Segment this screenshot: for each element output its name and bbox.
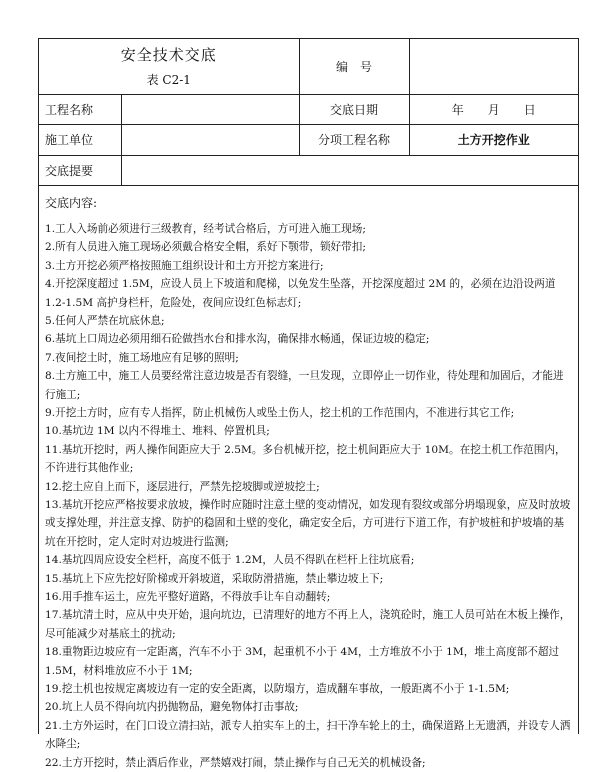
project-name-label: 工程名称 [39, 94, 121, 124]
subproject-label: 分项工程名称 [299, 124, 409, 155]
content-item: 10.基坑边 1M 以内不得堆土、堆料、停置机具; [45, 422, 572, 440]
content-item: 18.重物距边坡应有一定距离，汽车不小于 3M，起重机不小于 4M，土方堆放不小于 1M，堆土高度部不超过 1.5M，材料堆放应不小于 1M; [45, 643, 572, 680]
content-item: 22.土方开挖时，禁止酒后作业，严禁嬉戏打闹，禁止操作与自己无关的机械设备; [45, 754, 572, 772]
content-item: 21.土方外运时，在门口设立清扫站，派专人拍实车上的土，扫干净车轮上的土，确保道路上无遗洒，并设专人洒水降尘; [45, 717, 572, 754]
number-label: 编 号 [299, 39, 409, 94]
project-name-field[interactable] [121, 94, 299, 124]
content-item: 7.夜间挖土时，施工场地应有足够的照明; [45, 349, 572, 367]
unit-field[interactable] [121, 124, 299, 155]
form-title-cell [39, 39, 299, 94]
date-label: 交底日期 [299, 94, 409, 124]
content-item: 16.用手推车运土，应先平整好道路，不得放手让车自动翻转; [45, 588, 572, 606]
content-item: 17.基坑清土时，应从中央开始，退向坑边，已清理好的地方不再上人，浇筑砼时，施工人员可站在木板上操作，尽可能减少对基底土的扰动; [45, 606, 572, 643]
content-item: 20.坑上人员不得向坑内扔抛物品，避免物体打击事故; [45, 698, 572, 716]
content-item: 11.基坑开挖时，两人操作间距应大于 2.5M。多台机械开挖，挖土机间距应大于 10M。在挖土机工作范围内，不许进行其他作业; [45, 441, 572, 478]
content-item: 13.基坑开挖应严格按要求放坡，操作时应随时注意土壁的变动情况，如发现有裂纹或部分坍塌现象，应及时放坡或支撑处理，并注意支撑、防护的稳固和土壁的变化，确定安全后，方可进行下道工作，有护坡桩和护坡墙的基坑在开挖时，定人定时对边坡进行监测; [45, 496, 572, 551]
subproject-field[interactable]: 土方开挖作业 [409, 124, 578, 155]
form-code: 表 C2-1 [39, 71, 299, 88]
briefing-content [39, 186, 578, 772]
content-item: 8.土方施工中，施工人员要经常注意边坡是否有裂缝，一旦发现，立即停止一切作业，待处理和加固后，才能进行施工; [45, 367, 572, 404]
content-heading: 交底内容: [45, 194, 572, 212]
content-item: 5.任何人严禁在坑底休息; [45, 312, 572, 330]
form-header-table [39, 39, 578, 186]
content-item: 19.挖土机也按规定离坡边有一定的安全距离，以防塌方，造成翻车事故，一般距离不小于 1-1.5M; [45, 680, 572, 698]
number-field[interactable] [409, 39, 578, 94]
content-item: 2.所有人员进入施工现场必须戴合格安全帽，系好下颚带，锁好带扣; [45, 238, 572, 256]
content-item: 3.土方开挖必须严格按照施工组织设计和土方开挖方案进行; [45, 257, 572, 275]
summary-field[interactable] [121, 155, 578, 185]
safety-briefing-form [38, 38, 579, 734]
unit-label: 施工单位 [39, 124, 121, 155]
content-item: 12.挖土应自上而下，逐层进行，严禁先挖坡脚或逆坡挖土; [45, 478, 572, 496]
content-item: 9.开挖土方时，应有专人指挥，防止机械伤人或坠土伤人，挖土机的工作范围内，不准进行其它工作; [45, 404, 572, 422]
content-item: 15.基坑上下应先挖好阶梯或开斜坡道，采取防滑措施，禁止攀边坡上下; [45, 570, 572, 588]
date-field[interactable]: 年 月 日 [409, 94, 578, 124]
content-item: 1.工人入场前必须进行三级教育，经考试合格后，方可进入施工现场; [45, 220, 572, 238]
form-title: 安全技术交底 [39, 44, 299, 65]
content-item: 6.基坑上口周边必须用细石砼做挡水台和排水沟，确保排水畅通，保证边坡的稳定; [45, 330, 572, 348]
summary-label: 交底提要 [39, 155, 121, 185]
content-item: 14.基坑四周应设安全栏杆，高度不低于 1.2M，人员不得趴在栏杆上往坑底看; [45, 551, 572, 569]
content-item: 4.开挖深度超过 1.5M，应设人员上下坡道和爬梯，以免发生坠落，开挖深度超过 2M 的，必须在边沿设两道 1.2-1.5M 高护身栏杆，危险处，夜间应设红色标志灯; [45, 275, 572, 312]
